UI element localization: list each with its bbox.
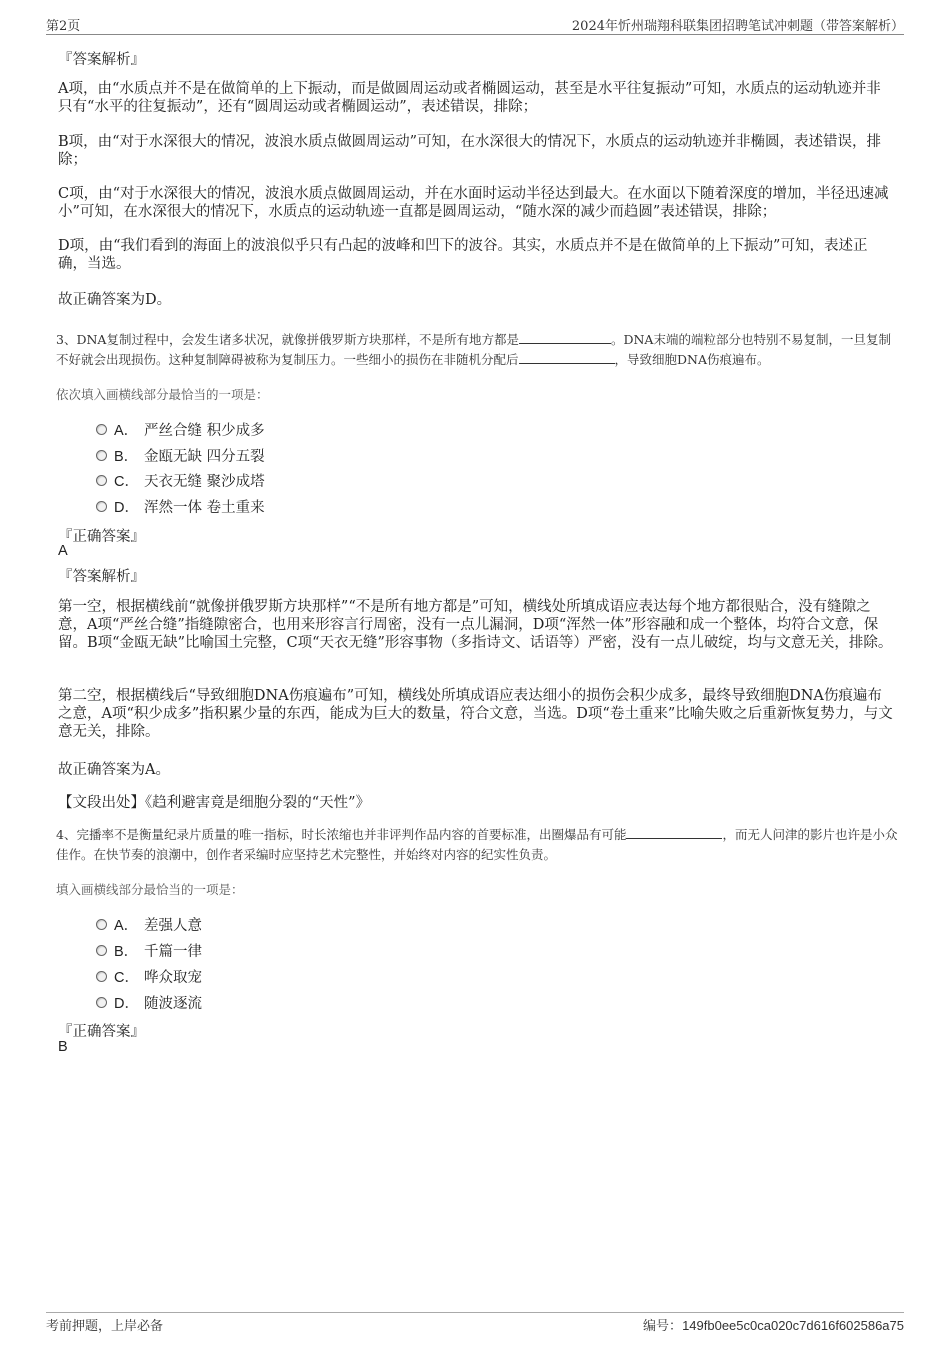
q4-prompt: 填入画横线部分最恰当的一项是： [56, 882, 244, 897]
document-code: 编号：149fb0ee5c0ca020c7d616f602586a75 [643, 1318, 904, 1334]
q4-correct-label: 『正确答案』 [58, 1024, 145, 1040]
radio-icon[interactable] [96, 424, 107, 435]
radio-icon[interactable] [96, 501, 107, 512]
q4-correct-answer: B [58, 1039, 68, 1055]
page-footer [46, 1312, 904, 1335]
page-header [46, 14, 904, 35]
q3-conclusion: 故正确答案为A。 [58, 762, 170, 778]
q3-analysis-label: 『答案解析』 [58, 569, 145, 585]
radio-icon[interactable] [96, 997, 107, 1008]
q4-blank [626, 825, 722, 839]
radio-icon[interactable] [96, 971, 107, 982]
radio-icon[interactable] [96, 475, 107, 486]
radio-icon[interactable] [96, 919, 107, 930]
q2-analysis-c: C项，由“对于水深很大的情况，波浪水质点做圆周运动，并在水面时运动半径达到最大。在水面以下随着深度的增加，半径迅速减小”可知，在水深很大的情况下，水质点的运动轨迹一直都是圆周运动，“随水深的减少而趋圆”表述错误，排除； [58, 186, 889, 220]
q3-analysis-1: 第一空，根据横线前“就像拼俄罗斯方块那样”“不是所有地方都是”可知，横线处所填成语应表达每个地方都很贴合，没有缝隙之意，A项“严丝合缝”指缝隙密合，也用来形容言行周密，没有一点儿漏洞，D项“浑然一体”形容融和成一个整体，均符合文意，保留。B项“金瓯无缺”比喻国土完整，C项“天衣无缝”形容事物（多指诗文、话语等）严密，没有一点儿破绽，均与文意无关，排除。 [58, 599, 893, 651]
q3-correct-answer: A [58, 543, 68, 559]
q3-blank-2 [519, 350, 615, 364]
q3-stem: 3、DNA复制过程中，会发生诸多状况，就像拼俄罗斯方块那样，不是所有地方都是 。DNA末端的端粒部分也特别不易复制，一旦复制不好就会出现损伤。这种复制障碍被称为复制压力。一些细小的损伤在非随机分配后 ，导致细胞DNA伤痕遍布。 [56, 332, 891, 367]
q2-analysis-d: D项，由“我们看到的海面上的波浪似乎只有凸起的波峰和凹下的波谷。其实，水质点并不是在做简单的上下振动”可知，表述正确，当选。 [58, 238, 868, 272]
q3-prompt: 依次填入画横线部分最恰当的一项是： [56, 387, 269, 402]
q2-analysis-label: 『答案解析』 [58, 52, 145, 68]
q3-correct-label: 『正确答案』 [58, 529, 145, 545]
radio-icon[interactable] [96, 450, 107, 461]
q3-source: 【文段出处】《趋利避害竟是细胞分裂的“天性”》 [58, 795, 371, 811]
document-title: 2024年忻州瑞翔科联集团招聘笔试冲刺题（带答案解析） [571, 19, 904, 34]
page-number: 第2页 [46, 19, 81, 34]
q2-analysis-a: A项，由“水质点并不是在做简单的上下振动，而是做圆周运动或者椭圆运动，甚至是水平往复振动”可知，水质点的运动轨迹并非只有“水平的往复振动”，还有“圆周运动或者椭圆运动”，表述错误，排除； [58, 81, 881, 115]
q2-analysis-b: B项，由“对于水深很大的情况，波浪水质点做圆周运动”可知，在水深很大的情况下，水质点的运动轨迹并非椭圆，表述错误，排除； [58, 134, 881, 168]
q2-conclusion: 故正确答案为D。 [58, 292, 172, 308]
q3-analysis-2: 第二空，根据横线后“导致细胞DNA伤痕遍布”可知，横线处所填成语应表达细小的损伤会积少成多，最终导致细胞DNA伤痕遍布之意，A项“积少成多”指积累少量的东西，能成为巨大的数量，符合文意，当选。D项“卷土重来”比喻失败之后重新恢复势力，与文意无关，排除。 [58, 688, 893, 740]
q3-blank-1 [519, 330, 611, 344]
radio-icon[interactable] [96, 945, 107, 956]
footer-slogan: 考前押题，上岸必备 [46, 1319, 164, 1334]
q4-stem: 4、完播率不是衡量纪录片质量的唯一指标，时长浓缩也并非评判作品内容的首要标准，出圈爆品有可能 ，而无人问津的影片也许是小众佳作。在快节奏的浪潮中，创作者采编时应坚持艺术完整性，并始终对内容的纪实性负责。 [56, 827, 898, 862]
